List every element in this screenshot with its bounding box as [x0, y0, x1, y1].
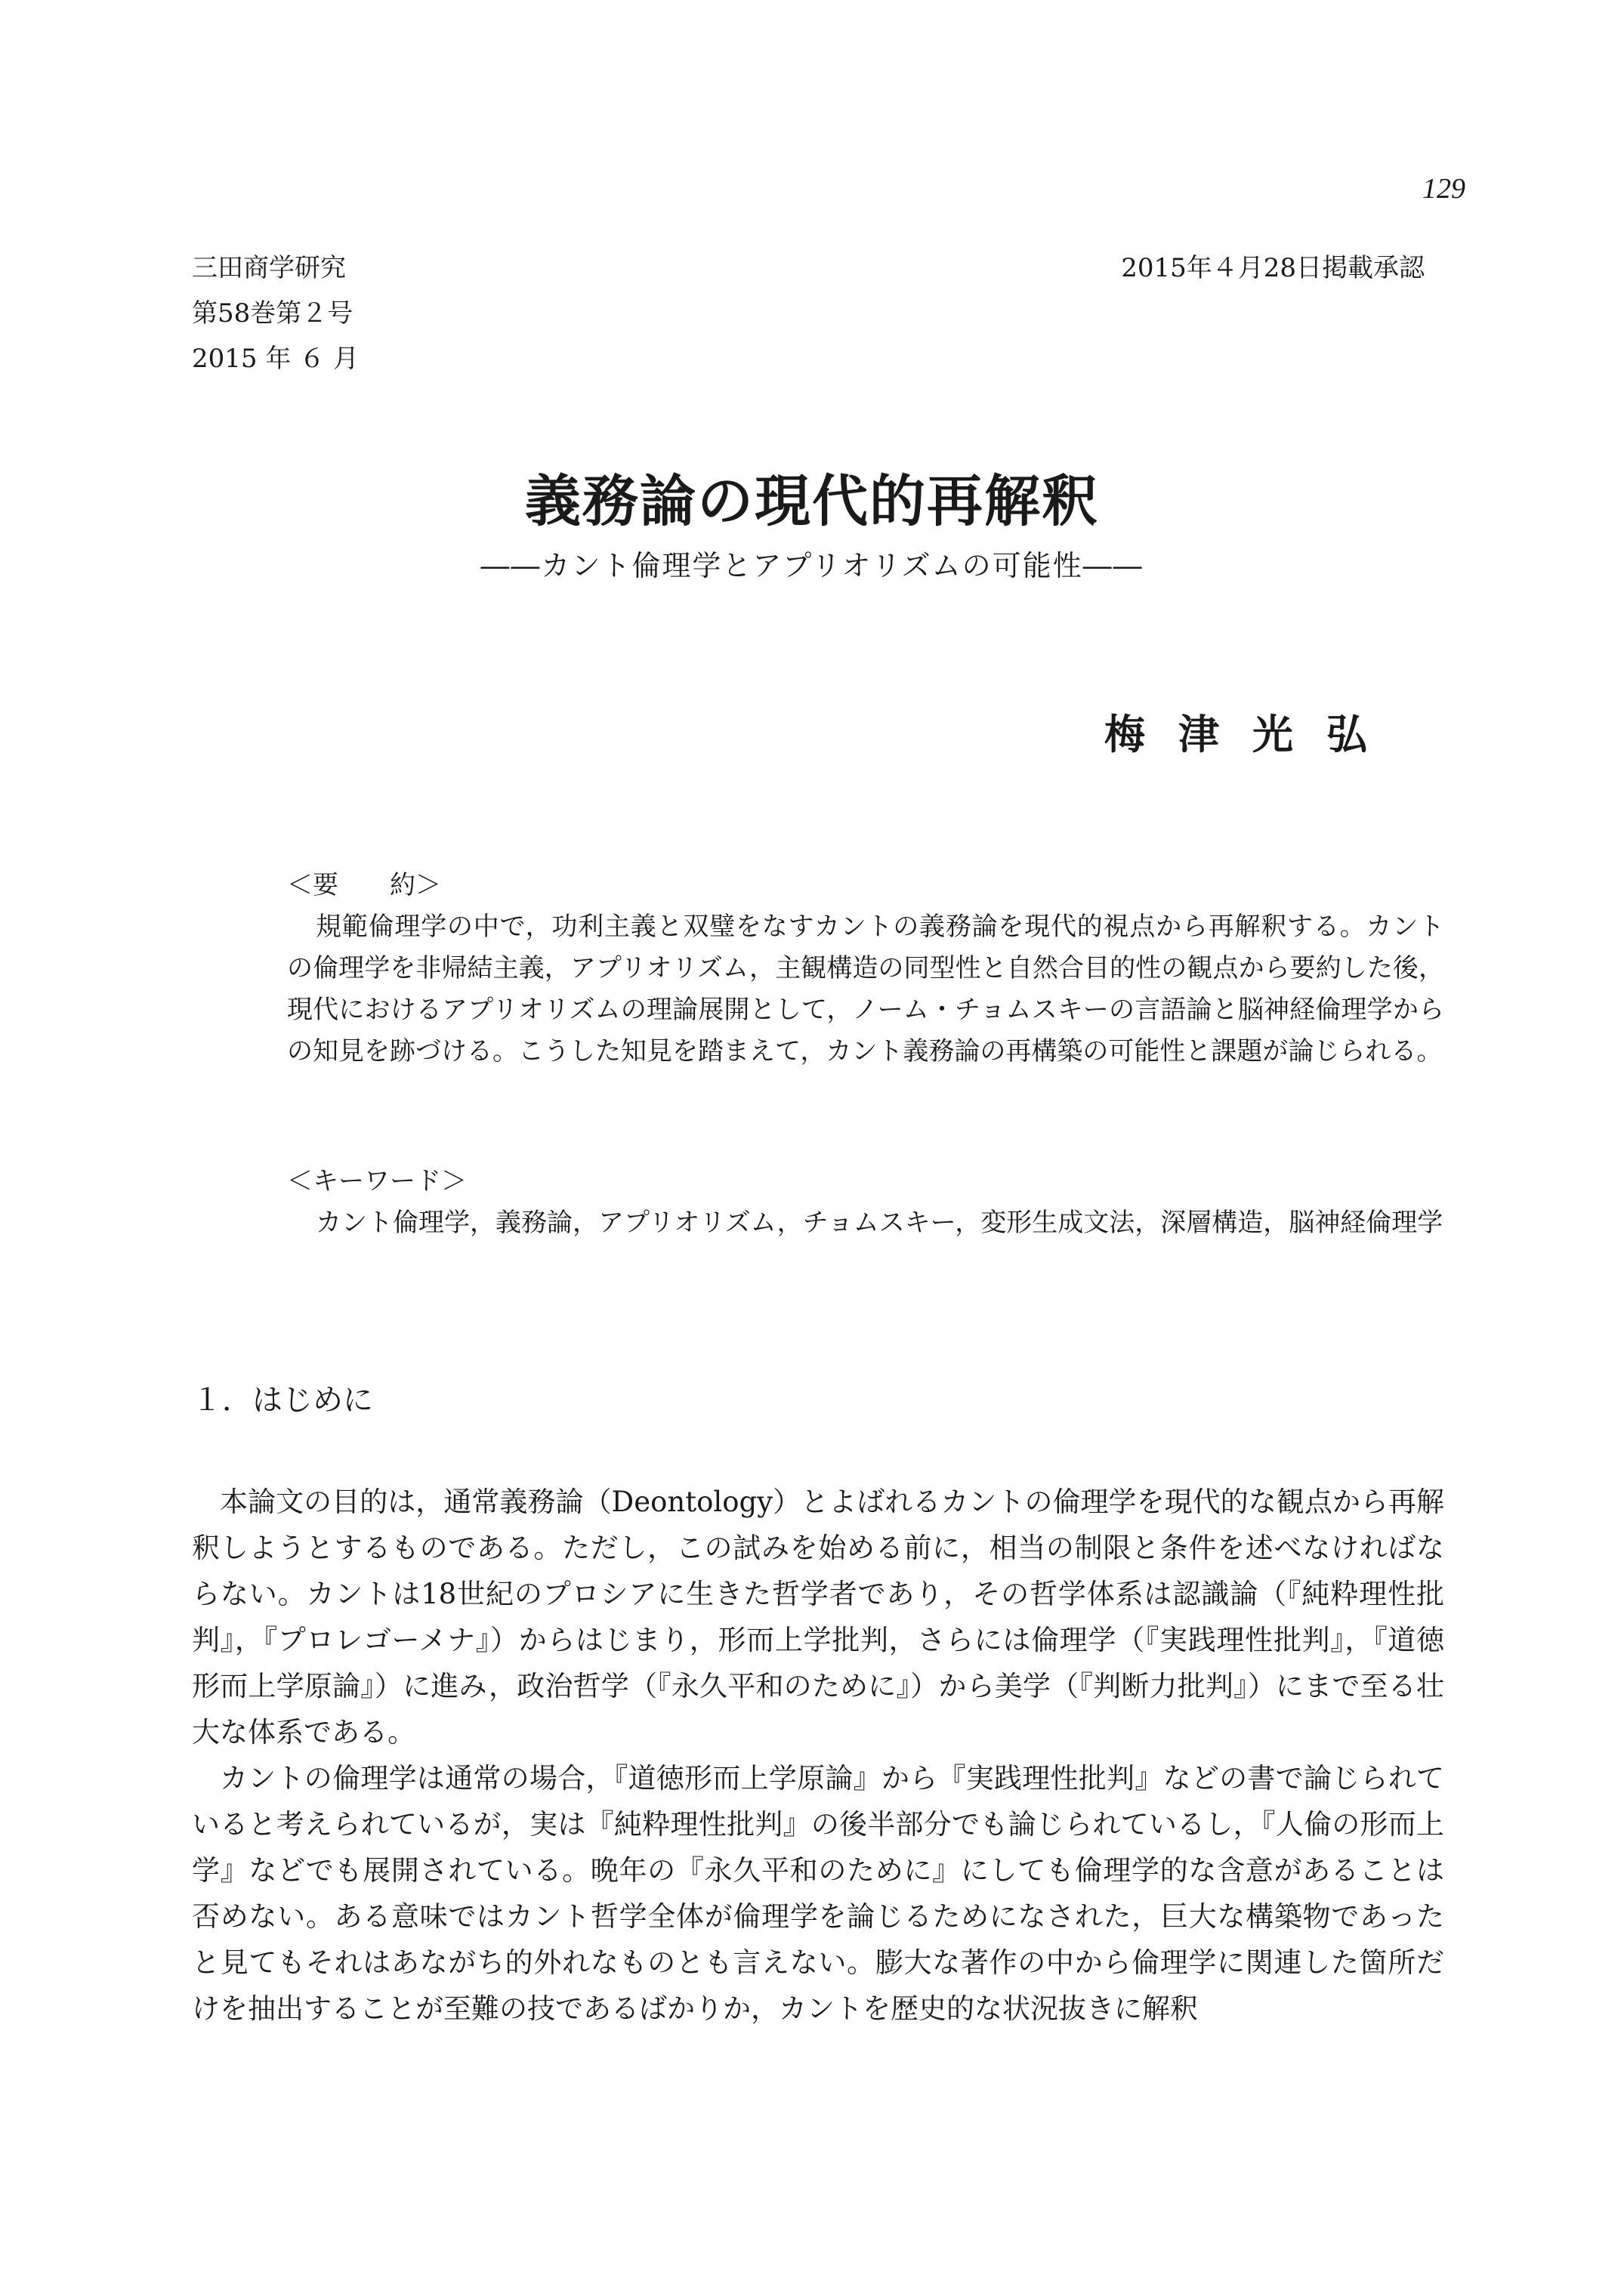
journal-name: 三田商学研究 [192, 253, 346, 283]
paper-subtitle: ――カント倫理学とアプリオリズムの可能性―― [480, 549, 1144, 582]
journal-volume: 第58巻第２号 [192, 298, 354, 329]
body-paragraph: カントの倫理学は通常の場合，『道徳形而上学原論』から『実践理性批判』などの書で論じられていると考えられているが，実は『純粋理性批判』の後半部分でも論じられているし，『人倫の形而上学』などでも展開されている。晩年の『永久平和のために』にしても倫理学的な含意があることは否めない。ある意味ではカント哲学全体が倫理学を論じるためになされた，巨大な構築物であったと見てもそれはあながち的外れなものとも言えない。膨大な著作の中から倫理学に関連した箇所だけを抽出することが至難の技であるばかりか，カントを歴史的な状況抜きに解釈 [192, 1762, 1444, 2025]
keywords-text: カント倫理学，義務論，アプリオリズム，チョムスキー，変形生成文法，深層構造，脳神経倫理学 [316, 1208, 1443, 1238]
body-text [192, 1479, 1444, 2032]
section-heading: １．はじめに [192, 1383, 373, 1418]
abstract-heading: ＜要 約＞ [287, 870, 441, 900]
journal-date: 2015 年 ６ 月 [192, 344, 359, 374]
journal-info [192, 245, 359, 381]
paper-title: 義務論の現代的再解釈 [525, 469, 1099, 534]
page-number: 129 [1422, 173, 1465, 205]
keywords-heading: ＜キーワード＞ [287, 1166, 467, 1196]
body-paragraph: 本論文の目的は，通常義務論（Deontology）とよばれるカントの倫理学を現代的な観点から再解釈しようとするものである。ただし，この試みを始める前に，相当の制限と条件を述べなければならない。カントは18世紀のプロシアに生きた哲学者であり，その哲学体系は認識論（『純粋理性批判』，『プロレゴーメナ』）からはじまり，形而上学批判，さらには倫理学（『実践理性批判』，『道徳形而上学原論』）に進み，政治哲学（『永久平和のために』）から美学（『判断力批判』）にまで至る壮大な体系である。 [192, 1486, 1444, 1748]
author-name: 梅津光弘 [1104, 710, 1400, 758]
abstract-section [287, 865, 1444, 1072]
abstract-text: 規範倫理学の中で，功利主義と双璧をなすカントの義務論を現代的視点から再解釈する。カントの倫理学を非帰結主義，アプリオリズム，主観構造の同型性と自然合目的性の観点から要約した後，現代におけるアプリオリズムの理論展開として，ノーム・チョムスキーの言語論と脳神経倫理学からの知見を跡づける。こうした知見を踏まえて，カント義務論の再構築の可能性と課題が論じられる。 [287, 912, 1444, 1066]
keywords-section [287, 1161, 1444, 1244]
approval-date: 2015年４月28日掲載承認 [1121, 253, 1425, 283]
